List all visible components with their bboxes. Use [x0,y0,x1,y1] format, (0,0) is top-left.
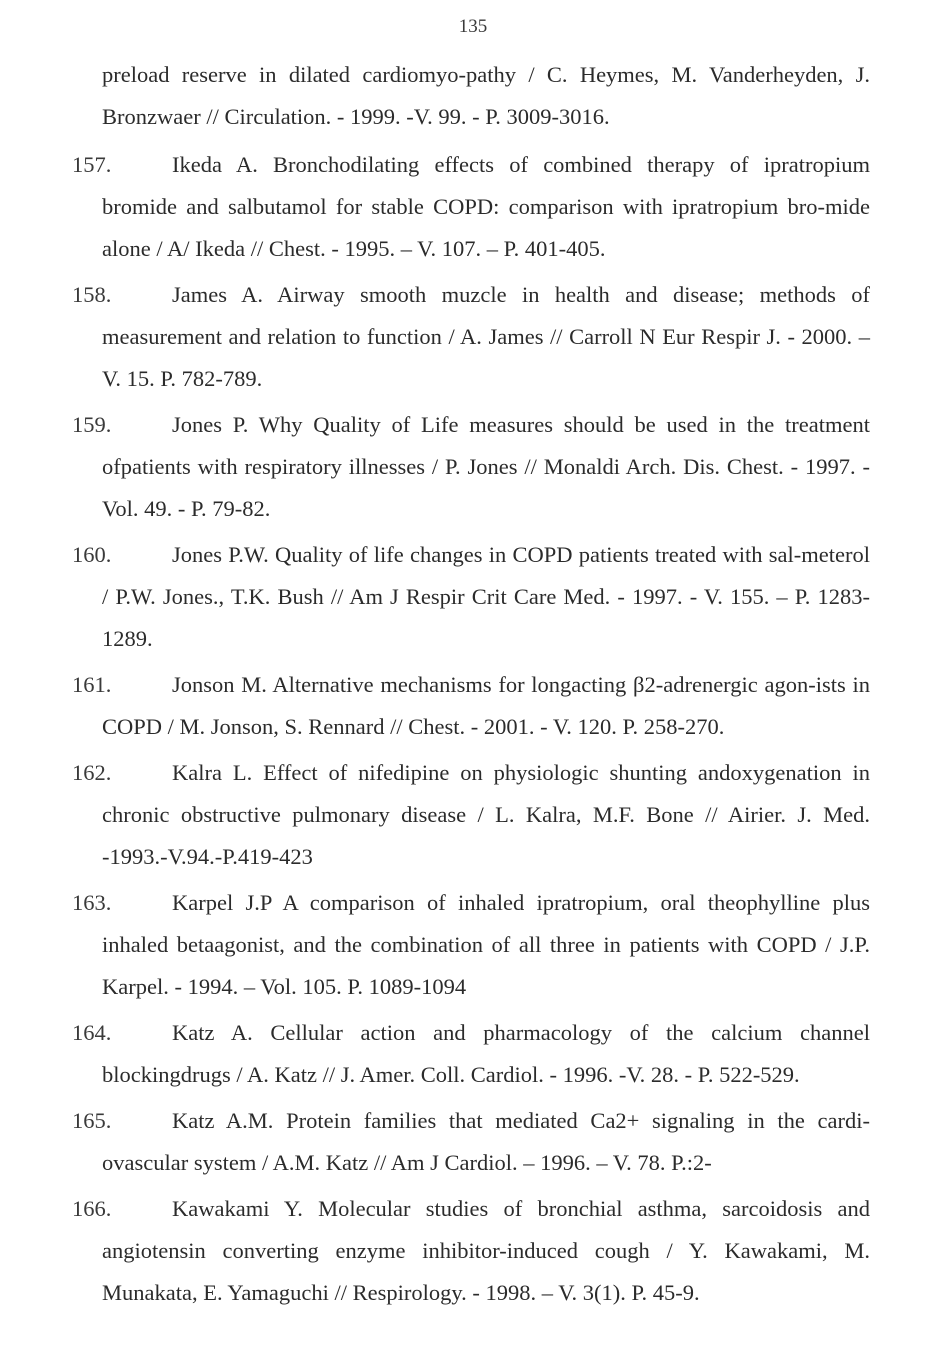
page-number: 135 [458,16,488,37]
reference-text: preload reserve in dilated cardiomyo-pathy / C. Heymes, M. Vanderheyden, J. Bronzwaer // Circulation. - 1999. -V. 99. - P. 3009-3016. [102,62,870,129]
reference-text: Katz A.M. Protein families that mediated Ca2+ signaling in the cardi-ovascular system / A.M. Katz // Am J Cardiol. – 1996. – V. 78. P.:2- [102,1108,870,1175]
reference-item-165 [0,1100,946,1184]
reference-number: 158. [72,282,112,307]
reference-number: 165. [72,1108,112,1133]
reference-text: James A. Airway smooth muzcle in health and disease; methods of measurement and relation to function / A. James // Carroll N Eur Respir J. - 2000. – V. 15. P. 782-789. [102,282,870,391]
reference-number: 162. [72,760,112,785]
reference-number: 160. [72,542,112,567]
reference-text: Jones P.W. Quality of life changes in COPD patients treated with sal-meterol / P.W. Jones., T.K. Bush // Am J Respir Crit Care Med. - 1997. - V. 155. – P. 1283-1289. [102,542,870,651]
reference-list [0,54,946,1318]
reference-text: Jonson M. Alternative mechanisms for longacting β2-adrenergic agon-ists in COPD / M. Jonson, S. Rennard // Chest. - 2001. - V. 120. P. 258-270. [102,672,870,739]
reference-item-163 [0,882,946,1008]
reference-text: Karpel J.P A comparison of inhaled ipratropium, oral theophylline plus inhaled betaagonist, and the combination of all three in patients with COPD / J.P. Karpel. - 1994. – Vol. 105. P. 1089-1094 [102,890,870,999]
reference-text: Katz A. Cellular action and pharmacology of the calcium channel blockingdrugs / A. Katz // J. Amer. Coll. Cardiol. - 1996. -V. 28. - P. 522-529. [102,1020,870,1087]
reference-number: 159. [72,412,112,437]
reference-item-161 [0,664,946,748]
reference-number: 164. [72,1020,112,1045]
reference-item-158 [0,274,946,400]
reference-number: 161. [72,672,112,697]
reference-item-157 [0,144,946,270]
reference-text: Kalra L. Effect of nifedipine on physiologic shunting andoxygenation in chronic obstructive pulmonary disease / L. Kalra, M.F. Bone // Airier. J. Med. -1993.-V.94.-P.419-423 [102,760,870,869]
reference-text: Kawakami Y. Molecular studies of bronchial asthma, sarcoidosis and angiotensin converting enzyme inhibitor-induced cough / Y. Kawakami, M. Munakata, E. Yamaguchi // Respirology. - 1998. – V. 3(1). P. 45-9. [102,1196,870,1305]
reference-number: 163. [72,890,112,915]
reference-text: Jones P. Why Quality of Life measures should be used in the treatment ofpatients with respiratory illnesses / P. Jones // Monaldi Arch. Dis. Chest. - 1997. -Vol. 49. - P. 79-82. [102,412,870,521]
reference-item-160 [0,534,946,660]
reference-number: 166. [72,1196,112,1221]
reference-number: 157. [72,152,112,177]
reference-item-162 [0,752,946,878]
reference-text: Ikeda A. Bronchodilating effects of combined therapy of ipratropium bromide and salbutamol for stable COPD: comparison with ipratropium bro-mide alone / A/ Ikeda // Chest. - 1995. – V. 107. – P. 401-405. [102,152,870,261]
reference-item-166 [0,1188,946,1314]
reference-continuation [0,54,946,138]
reference-item-159 [0,404,946,530]
reference-item-164 [0,1012,946,1096]
